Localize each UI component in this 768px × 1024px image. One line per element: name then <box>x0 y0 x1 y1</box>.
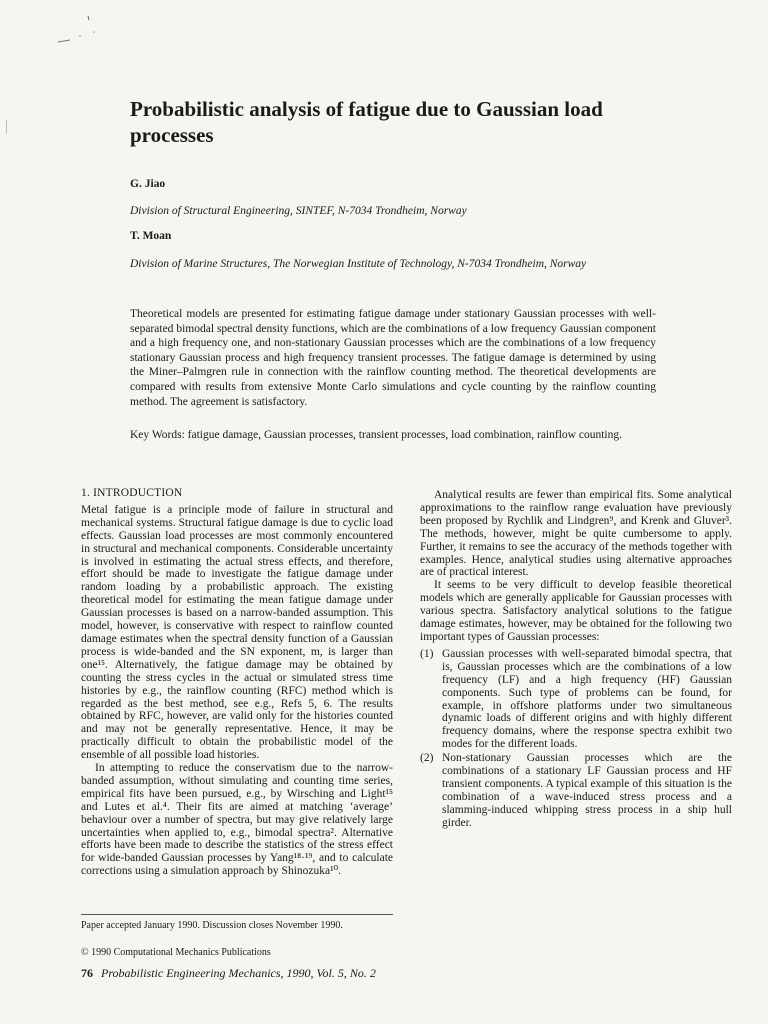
author-affiliation: Division of Marine Structures, The Norwegian Institute of Technology, N-7034 Trondheim, Norway <box>130 258 587 270</box>
scan-marks <box>50 12 110 52</box>
author-affiliation: Division of Structural Engineering, SINTEF, N-7034 Trondheim, Norway <box>130 205 467 217</box>
list-item <box>420 648 732 751</box>
paragraph: Metal fatigue is a principle mode of failure in structural and mechanical systems. Structural fatigue damage is due to cyclic load effects. Gaussian load processes are most commonly encountered in structural and mechanical components. Considerable uncertainty is involved in estimating the actual stress effects, and therefore, effort should be made to investigate the fatigue damage under random loading by a probabilistic approach. The existing theoretical model for estimating the mean fatigue damage under Gaussian processes is based on a narrow-banded assumption. This model, however, is conservative with respect to rainflow counted damage estimates when the spectral density function of a Gaussian process is wide-banded and the SN exponent, m, is larger than one¹⁵. Alternatively, the fatigue damage may be obtained by counting the stress cycles in the actual or simulated stress time histories by e.g., the rainflow counting (RFC) method which is regarded as the best method, see e.g., Refs 5, 6. The results obtained by RFC, however, are valid only for the histories counted and may not be generally representative. Hence, it may be practically difficult to obtain the probabilistic model of the ensemble of all possible load histories. <box>81 503 393 762</box>
list-text: Gaussian processes with well-separated bimodal spectra, that is, Gaussian processes which are the combinations of a low frequency (LF) and a high frequency (HF) Gaussian components. Such type of problems can be found, for example, in offshore platforms under two simultaneous dynamic loads of different origins and with highly different frequency domains, where the response spectra exhibit two modes for the different loads. <box>442 647 732 751</box>
list-text: Non-stationary Gaussian processes which are the combinations of a stationary LF Gaussian process and HF transient components. A typical example of this situation is the combination of a wave-induced stress process and a slamming-induced whipping stress process in a ship hull girder. <box>442 752 732 829</box>
paragraph: In attempting to reduce the conservatism due to the narrow-banded assumption, without simulating and counting time series, empirical fits have been pursued, e.g., by Wirsching and Light¹⁵ and Lutes et al.⁴. Their fits are aimed at matching ‘average’ behaviour over a number of spectra, but may give relatively large uncertainties when applied to, e.g., bimodal spectra². Alternative efforts have been made to describe the statistics of the stress effect for wide-banded Gaussian processes by Yang¹⁸·¹⁹, and to calculate corrections using a simulation approach by Shinozuka¹⁰. <box>81 762 393 878</box>
margin-mark <box>6 120 7 134</box>
footnote-rule <box>81 914 393 915</box>
abstract: Theoretical models are presented for estimating fatigue damage under stationary Gaussian processes with well-separated bimodal spectral density functions, which are the combinations of a low frequency Gaussian component and a high frequency one, and non-stationary Gaussian processes which are the combinations of a low frequency stationary Gaussian process and high frequency transient processes. The fatigue damage is determined by using the Miner–Palmgren rule in connection with the rainflow counting method. The theoretical developments are compared with results from extensive Monte Carlo simulations and cycle counting by the rainflow counting method. The agreement is satisfactory. <box>130 308 656 408</box>
journal-citation: Probabilistic Engineering Mechanics, 1990, Vol. 5, No. 2 <box>101 966 376 980</box>
footnote: Paper accepted January 1990. Discussion closes November 1990. <box>81 920 343 931</box>
list-number: (2) <box>420 752 434 765</box>
author-name: T. Moan <box>130 230 172 242</box>
list-item <box>420 752 732 829</box>
article-title: Probabilistic analysis of fatigue due to Gaussian load processes <box>130 97 603 147</box>
section-heading: 1. INTRODUCTION <box>81 487 183 499</box>
copyright: © 1990 Computational Mechanics Publications <box>81 947 271 958</box>
paragraph: It seems to be very difficult to develop feasible theoretical models which are generally applicable for Gaussian processes with various spectra. Satisfactory analytical solutions to the fatigue damage estimates, however, may be obtained for the following two important types of Gaussian processes: <box>420 579 732 643</box>
keywords: Key Words: fatigue damage, Gaussian processes, transient processes, load combination, rainflow counting. <box>130 429 622 441</box>
list-number: (1) <box>420 647 434 660</box>
left-column <box>81 487 393 878</box>
page-number: 76 <box>81 966 93 980</box>
paragraph: Analytical results are fewer than empirical fits. Some analytical approximations to the rainflow range evaluation have previously been proposed by Rychlik and Lindgren⁹, and Krenk and Gluver³. The methods, however, might be quite cumbersome to apply. Further, it remains to see the accuracy of the methods together with examples. Hence, analytical studies using alternative approaches are of practical interest. <box>420 489 732 579</box>
process-types-list <box>420 648 732 830</box>
journal-footer <box>81 966 376 981</box>
author-name: G. Jiao <box>130 178 166 190</box>
right-column <box>420 489 732 831</box>
